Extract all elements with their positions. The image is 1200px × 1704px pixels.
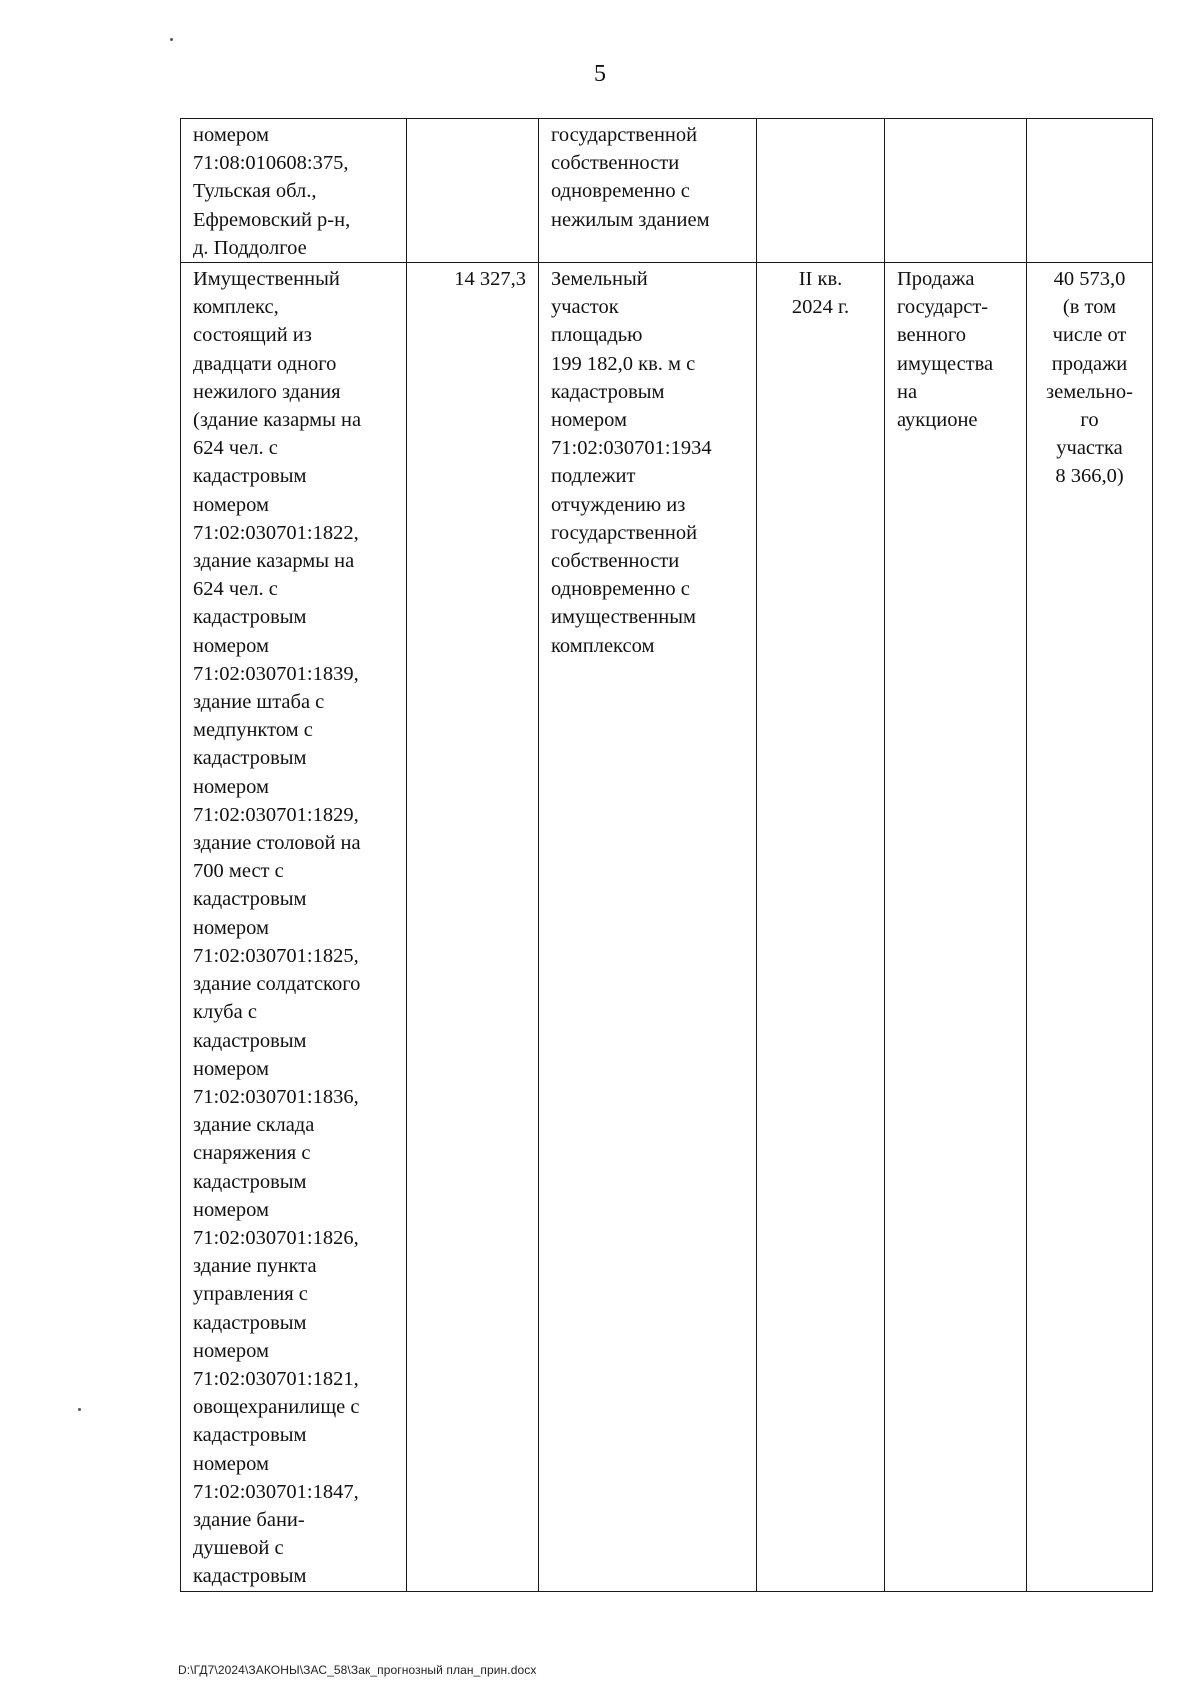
footer-file-path: D:\ГД7\2024\ЗАКОНЫ\ЗАС_58\Зак_прогнозный план_прин.docx: [178, 1663, 537, 1677]
property-table: [180, 118, 1153, 1592]
page-number: 5: [594, 61, 606, 87]
area-cell: [407, 119, 539, 263]
land-plot-cell: государственной собственности одновременно с нежилым зданием: [539, 119, 757, 263]
period-cell: [757, 119, 885, 263]
scan-speck: [170, 38, 173, 41]
table-row: [181, 263, 1153, 1592]
object-name-cell: номером 71:08:010608:375, Тульская обл., Ефремовский р-н, д. Поддолгое: [181, 119, 407, 263]
period-cell: II кв. 2024 г.: [757, 263, 885, 1592]
method-cell: Продажа государст- венного имущества на аукционе: [885, 263, 1027, 1592]
scan-speck: [78, 1408, 81, 1411]
object-name-cell: Имущественный комплекс, состоящий из двадцати одного нежилого здания (здание казармы на 624 чел. с кадастровым номером 71:02:030701:1822, здание казармы на 624 чел. с кадастровым номером 71:02:030701:1839, здание штаба с медпунктом с кадастровым номером 71:02:030701:1829, здание столовой на 700 мест с кадастровым номером 71:02:030701:1825, здание солдатского клуба с кадастровым номером 71:02:030701:1836, здание склада снаряжения с кадастровым номером 71:02:030701:1826, здание пункта управления с кадастровым номером 71:02:030701:1821, овощехранилище с кадастровым номером 71:02:030701:1847, здание бани- душевой с кадастровым: [181, 263, 407, 1592]
income-cell: [1027, 119, 1153, 263]
income-cell: 40 573,0 (в том числе от продажи земельно- го участка 8 366,0): [1027, 263, 1153, 1592]
area-cell: 14 327,3: [407, 263, 539, 1592]
land-plot-cell: Земельный участок площадью 199 182,0 кв. м с кадастровым номером 71:02:030701:1934 подлежит отчуждению из государственной собственности одновременно с имущественным комплексом: [539, 263, 757, 1592]
table-row: [181, 119, 1153, 263]
method-cell: [885, 119, 1027, 263]
